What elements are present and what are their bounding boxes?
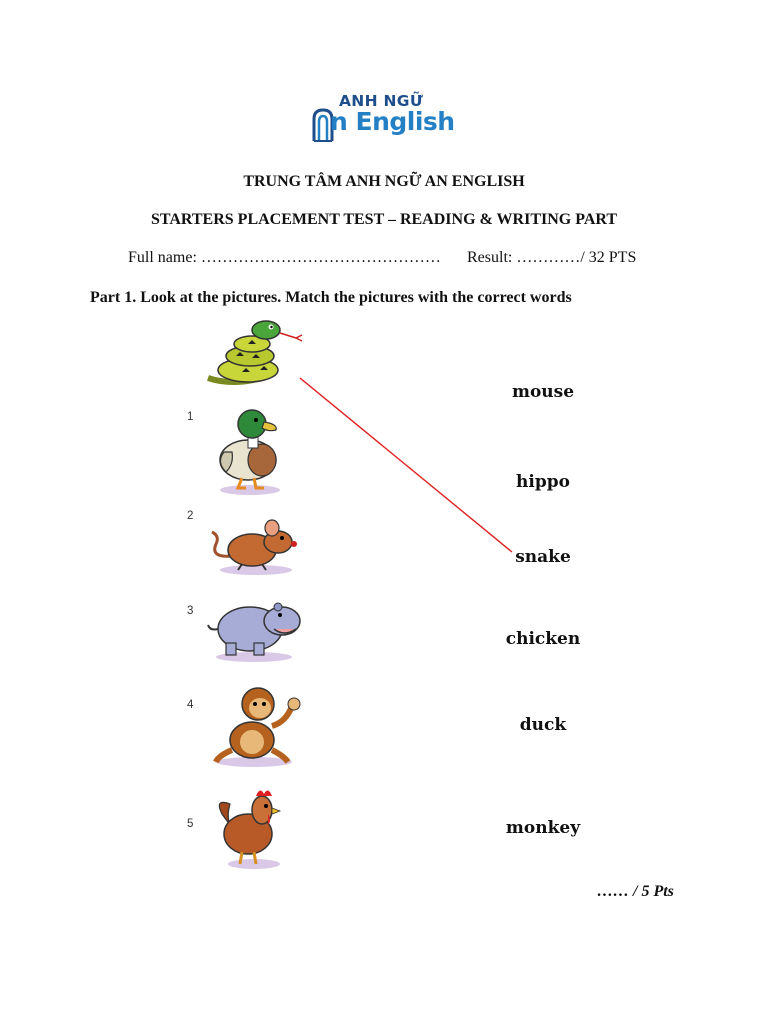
hippo-icon (204, 593, 304, 663)
word-monkey: monkey (505, 818, 581, 838)
duck-icon (212, 402, 288, 496)
part1-score: …… / 5 Pts (597, 883, 674, 900)
logo-top-text: ANH NGỮ (339, 92, 424, 110)
number-5: 5 (187, 818, 194, 830)
monkey-icon (208, 684, 306, 768)
test-title: STARTERS PLACEMENT TEST – READING & WRITING PART (150, 211, 618, 228)
chicken-icon (214, 784, 290, 870)
word-hippo: hippo (516, 472, 570, 492)
mouse-icon (206, 512, 304, 576)
result-field: Result: …………/ 32 PTS (467, 249, 637, 266)
number-1: 1 (187, 411, 194, 423)
number-4: 4 (187, 699, 194, 711)
word-mouse: mouse (511, 382, 575, 402)
logo-brand-text: n English (330, 107, 455, 136)
snake-icon (202, 316, 306, 388)
word-duck: duck (519, 715, 567, 735)
number-3: 3 (187, 605, 194, 617)
number-2: 2 (187, 510, 194, 522)
full-name-field: Full name: ……………………………………… (128, 249, 441, 266)
word-snake: snake (515, 547, 571, 567)
center-name: TRUNG TÂM ANH NGỮ AN ENGLISH (243, 173, 525, 190)
word-chicken: chicken (505, 629, 581, 649)
part1-instruction: Part 1. Look at the pictures. Match the pictures with the correct words (90, 289, 572, 306)
